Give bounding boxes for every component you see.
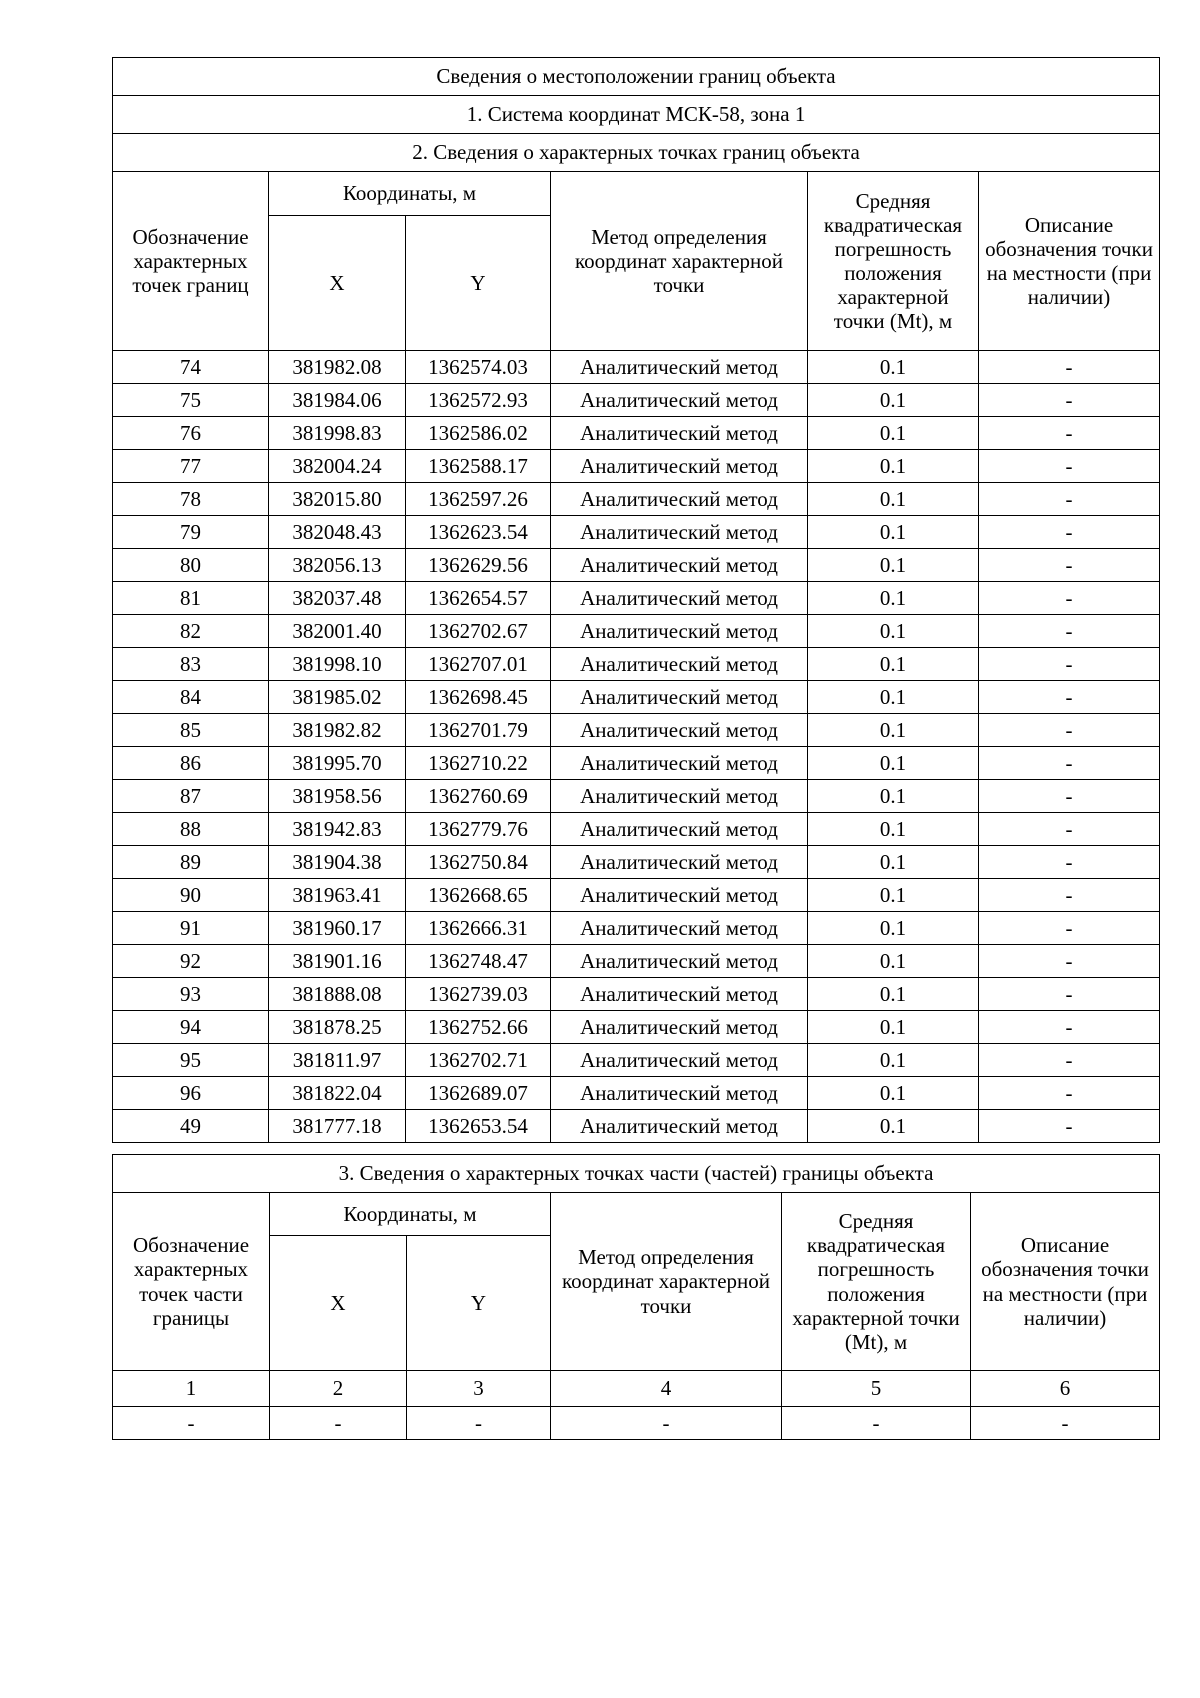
parts-header-method: Метод определения координат характерной точки (551, 1193, 782, 1371)
header-method: Метод определения координат характерной точки (551, 172, 808, 351)
point-number-cell: 87 (113, 780, 269, 813)
method-cell: Аналитический метод (551, 450, 808, 483)
y-coordinate-cell: 1362689.07 (406, 1077, 551, 1110)
method-cell: Аналитический метод (551, 978, 808, 1011)
error-cell: 0.1 (808, 912, 979, 945)
y-coordinate-cell: 1362707.01 (406, 648, 551, 681)
description-cell: - (979, 1077, 1160, 1110)
point-row (113, 417, 1160, 450)
description-cell: - (979, 813, 1160, 846)
column-number: 6 (971, 1371, 1160, 1407)
y-coordinate-cell: 1362668.65 (406, 879, 551, 912)
parts-cell: - (551, 1407, 782, 1440)
x-coordinate-cell: 382001.40 (269, 615, 406, 648)
point-row (113, 516, 1160, 549)
section-title: Сведения о местоположении границ объекта (113, 58, 1160, 96)
error-cell: 0.1 (808, 681, 979, 714)
point-row (113, 813, 1160, 846)
parts-title: 3. Сведения о характерных точках части (частей) границы объекта (113, 1155, 1160, 1193)
point-row (113, 747, 1160, 780)
point-number-cell: 75 (113, 384, 269, 417)
description-cell: - (979, 516, 1160, 549)
method-cell: Аналитический метод (551, 1077, 808, 1110)
parts-cell: - (971, 1407, 1160, 1440)
point-number-cell: 94 (113, 1011, 269, 1044)
x-coordinate-cell: 381777.18 (269, 1110, 406, 1143)
error-cell: 0.1 (808, 780, 979, 813)
point-number-cell: 93 (113, 978, 269, 1011)
x-coordinate-cell: 381984.06 (269, 384, 406, 417)
point-row (113, 648, 1160, 681)
point-row (113, 846, 1160, 879)
parts-header-designation: Обозначение характерных точек части границы (113, 1193, 270, 1371)
column-numbers-row (113, 1371, 1160, 1407)
error-cell: 0.1 (808, 1110, 979, 1143)
x-coordinate-cell: 382004.24 (269, 450, 406, 483)
description-cell: - (979, 384, 1160, 417)
x-coordinate-cell: 381995.70 (269, 747, 406, 780)
description-cell: - (979, 945, 1160, 978)
method-cell: Аналитический метод (551, 780, 808, 813)
y-coordinate-cell: 1362574.03 (406, 351, 551, 384)
point-number-cell: 92 (113, 945, 269, 978)
parts-header-error: Средняя квадратическая погрешность положения характерной точки (Mt), м (782, 1193, 971, 1371)
error-cell: 0.1 (808, 1077, 979, 1110)
x-coordinate-cell: 381963.41 (269, 879, 406, 912)
point-number-cell: 86 (113, 747, 269, 780)
point-number-cell: 95 (113, 1044, 269, 1077)
point-row (113, 1044, 1160, 1077)
x-coordinate-cell: 381878.25 (269, 1011, 406, 1044)
point-row (113, 780, 1160, 813)
method-cell: Аналитический метод (551, 1110, 808, 1143)
method-cell: Аналитический метод (551, 813, 808, 846)
point-number-cell: 91 (113, 912, 269, 945)
point-number-cell: 49 (113, 1110, 269, 1143)
point-row (113, 1110, 1160, 1143)
method-cell: Аналитический метод (551, 1044, 808, 1077)
header-x: X (269, 216, 406, 351)
point-row (113, 912, 1160, 945)
description-cell: - (979, 780, 1160, 813)
point-number-cell: 84 (113, 681, 269, 714)
y-coordinate-cell: 1362654.57 (406, 582, 551, 615)
error-cell: 0.1 (808, 450, 979, 483)
error-cell: 0.1 (808, 648, 979, 681)
y-coordinate-cell: 1362710.22 (406, 747, 551, 780)
parts-header-coords: Координаты, м (270, 1193, 551, 1236)
point-row (113, 978, 1160, 1011)
description-cell: - (979, 714, 1160, 747)
method-cell: Аналитический метод (551, 615, 808, 648)
point-number-cell: 88 (113, 813, 269, 846)
y-coordinate-cell: 1362702.71 (406, 1044, 551, 1077)
error-cell: 0.1 (808, 846, 979, 879)
y-coordinate-cell: 1362752.66 (406, 1011, 551, 1044)
point-row (113, 450, 1160, 483)
description-cell: - (979, 582, 1160, 615)
point-row (113, 483, 1160, 516)
header-error: Средняя квадратическая погрешность положения характерной точки (Mt), м (808, 172, 979, 351)
error-cell: 0.1 (808, 384, 979, 417)
description-cell: - (979, 846, 1160, 879)
error-cell: 0.1 (808, 714, 979, 747)
description-cell: - (979, 1110, 1160, 1143)
description-cell: - (979, 747, 1160, 780)
error-cell: 0.1 (808, 483, 979, 516)
error-cell: 0.1 (808, 978, 979, 1011)
column-number: 2 (270, 1371, 407, 1407)
description-cell: - (979, 879, 1160, 912)
x-coordinate-cell: 381998.83 (269, 417, 406, 450)
parts-cell: - (113, 1407, 270, 1440)
x-coordinate-cell: 381982.08 (269, 351, 406, 384)
method-cell: Аналитический метод (551, 945, 808, 978)
method-cell: Аналитический метод (551, 912, 808, 945)
coord-system-title: 1. Система координат МСК-58, зона 1 (113, 96, 1160, 134)
method-cell: Аналитический метод (551, 648, 808, 681)
x-coordinate-cell: 381960.17 (269, 912, 406, 945)
y-coordinate-cell: 1362572.93 (406, 384, 551, 417)
x-coordinate-cell: 381904.38 (269, 846, 406, 879)
description-cell: - (979, 615, 1160, 648)
x-coordinate-cell: 381985.02 (269, 681, 406, 714)
error-cell: 0.1 (808, 516, 979, 549)
point-number-cell: 80 (113, 549, 269, 582)
header-coords: Координаты, м (269, 172, 551, 216)
x-coordinate-cell: 381811.97 (269, 1044, 406, 1077)
x-coordinate-cell: 381942.83 (269, 813, 406, 846)
description-cell: - (979, 549, 1160, 582)
x-coordinate-cell: 381822.04 (269, 1077, 406, 1110)
method-cell: Аналитический метод (551, 747, 808, 780)
x-coordinate-cell: 381998.10 (269, 648, 406, 681)
method-cell: Аналитический метод (551, 516, 808, 549)
point-number-cell: 76 (113, 417, 269, 450)
point-number-cell: 96 (113, 1077, 269, 1110)
error-cell: 0.1 (808, 1011, 979, 1044)
method-cell: Аналитический метод (551, 351, 808, 384)
point-row (113, 582, 1160, 615)
point-number-cell: 79 (113, 516, 269, 549)
y-coordinate-cell: 1362653.54 (406, 1110, 551, 1143)
parts-cell: - (782, 1407, 971, 1440)
point-number-cell: 74 (113, 351, 269, 384)
y-coordinate-cell: 1362666.31 (406, 912, 551, 945)
parts-cell: - (270, 1407, 407, 1440)
point-row (113, 714, 1160, 747)
x-coordinate-cell: 381888.08 (269, 978, 406, 1011)
points-title: 2. Сведения о характерных точках границ объекта (113, 134, 1160, 172)
x-coordinate-cell: 381958.56 (269, 780, 406, 813)
point-number-cell: 90 (113, 879, 269, 912)
method-cell: Аналитический метод (551, 549, 808, 582)
point-row (113, 945, 1160, 978)
description-cell: - (979, 1011, 1160, 1044)
y-coordinate-cell: 1362586.02 (406, 417, 551, 450)
error-cell: 0.1 (808, 549, 979, 582)
method-cell: Аналитический метод (551, 582, 808, 615)
method-cell: Аналитический метод (551, 714, 808, 747)
x-coordinate-cell: 382015.80 (269, 483, 406, 516)
error-cell: 0.1 (808, 945, 979, 978)
x-coordinate-cell: 381982.82 (269, 714, 406, 747)
y-coordinate-cell: 1362588.17 (406, 450, 551, 483)
error-cell: 0.1 (808, 582, 979, 615)
x-coordinate-cell: 381901.16 (269, 945, 406, 978)
y-coordinate-cell: 1362702.67 (406, 615, 551, 648)
y-coordinate-cell: 1362779.76 (406, 813, 551, 846)
error-cell: 0.1 (808, 747, 979, 780)
parts-header-y: Y (407, 1236, 551, 1371)
y-coordinate-cell: 1362760.69 (406, 780, 551, 813)
boundary-points-table (112, 57, 1160, 1143)
point-row (113, 615, 1160, 648)
description-cell: - (979, 912, 1160, 945)
method-cell: Аналитический метод (551, 483, 808, 516)
description-cell: - (979, 351, 1160, 384)
point-row (113, 351, 1160, 384)
x-coordinate-cell: 382056.13 (269, 549, 406, 582)
point-row (113, 879, 1160, 912)
parts-header-description: Описание обозначения точки на местности (при наличии) (971, 1193, 1160, 1371)
x-coordinate-cell: 382048.43 (269, 516, 406, 549)
method-cell: Аналитический метод (551, 846, 808, 879)
point-number-cell: 82 (113, 615, 269, 648)
y-coordinate-cell: 1362701.79 (406, 714, 551, 747)
point-row (113, 681, 1160, 714)
method-cell: Аналитический метод (551, 879, 808, 912)
error-cell: 0.1 (808, 615, 979, 648)
error-cell: 0.1 (808, 351, 979, 384)
column-number: 3 (407, 1371, 551, 1407)
description-cell: - (979, 681, 1160, 714)
error-cell: 0.1 (808, 417, 979, 450)
parts-cell: - (407, 1407, 551, 1440)
error-cell: 0.1 (808, 1044, 979, 1077)
y-coordinate-cell: 1362629.56 (406, 549, 551, 582)
error-cell: 0.1 (808, 813, 979, 846)
description-cell: - (979, 483, 1160, 516)
description-cell: - (979, 648, 1160, 681)
method-cell: Аналитический метод (551, 681, 808, 714)
error-cell: 0.1 (808, 879, 979, 912)
y-coordinate-cell: 1362698.45 (406, 681, 551, 714)
method-cell: Аналитический метод (551, 417, 808, 450)
parts-header-x: X (270, 1236, 407, 1371)
point-number-cell: 85 (113, 714, 269, 747)
column-number: 1 (113, 1371, 270, 1407)
y-coordinate-cell: 1362750.84 (406, 846, 551, 879)
point-row (113, 1077, 1160, 1110)
description-cell: - (979, 417, 1160, 450)
point-row (113, 1011, 1160, 1044)
point-row (113, 549, 1160, 582)
y-coordinate-cell: 1362739.03 (406, 978, 551, 1011)
point-row (113, 384, 1160, 417)
column-number: 5 (782, 1371, 971, 1407)
header-y: Y (406, 216, 551, 351)
y-coordinate-cell: 1362623.54 (406, 516, 551, 549)
description-cell: - (979, 1044, 1160, 1077)
column-number: 4 (551, 1371, 782, 1407)
header-designation: Обозначение характерных точек границ (113, 172, 269, 351)
description-cell: - (979, 978, 1160, 1011)
point-number-cell: 78 (113, 483, 269, 516)
x-coordinate-cell: 382037.48 (269, 582, 406, 615)
part-boundary-points-table (112, 1154, 1160, 1440)
point-number-cell: 83 (113, 648, 269, 681)
y-coordinate-cell: 1362748.47 (406, 945, 551, 978)
y-coordinate-cell: 1362597.26 (406, 483, 551, 516)
point-number-cell: 77 (113, 450, 269, 483)
header-description: Описание обозначения точки на местности (при наличии) (979, 172, 1160, 351)
point-number-cell: 89 (113, 846, 269, 879)
description-cell: - (979, 450, 1160, 483)
method-cell: Аналитический метод (551, 384, 808, 417)
point-number-cell: 81 (113, 582, 269, 615)
method-cell: Аналитический метод (551, 1011, 808, 1044)
parts-data-row (113, 1407, 1160, 1440)
